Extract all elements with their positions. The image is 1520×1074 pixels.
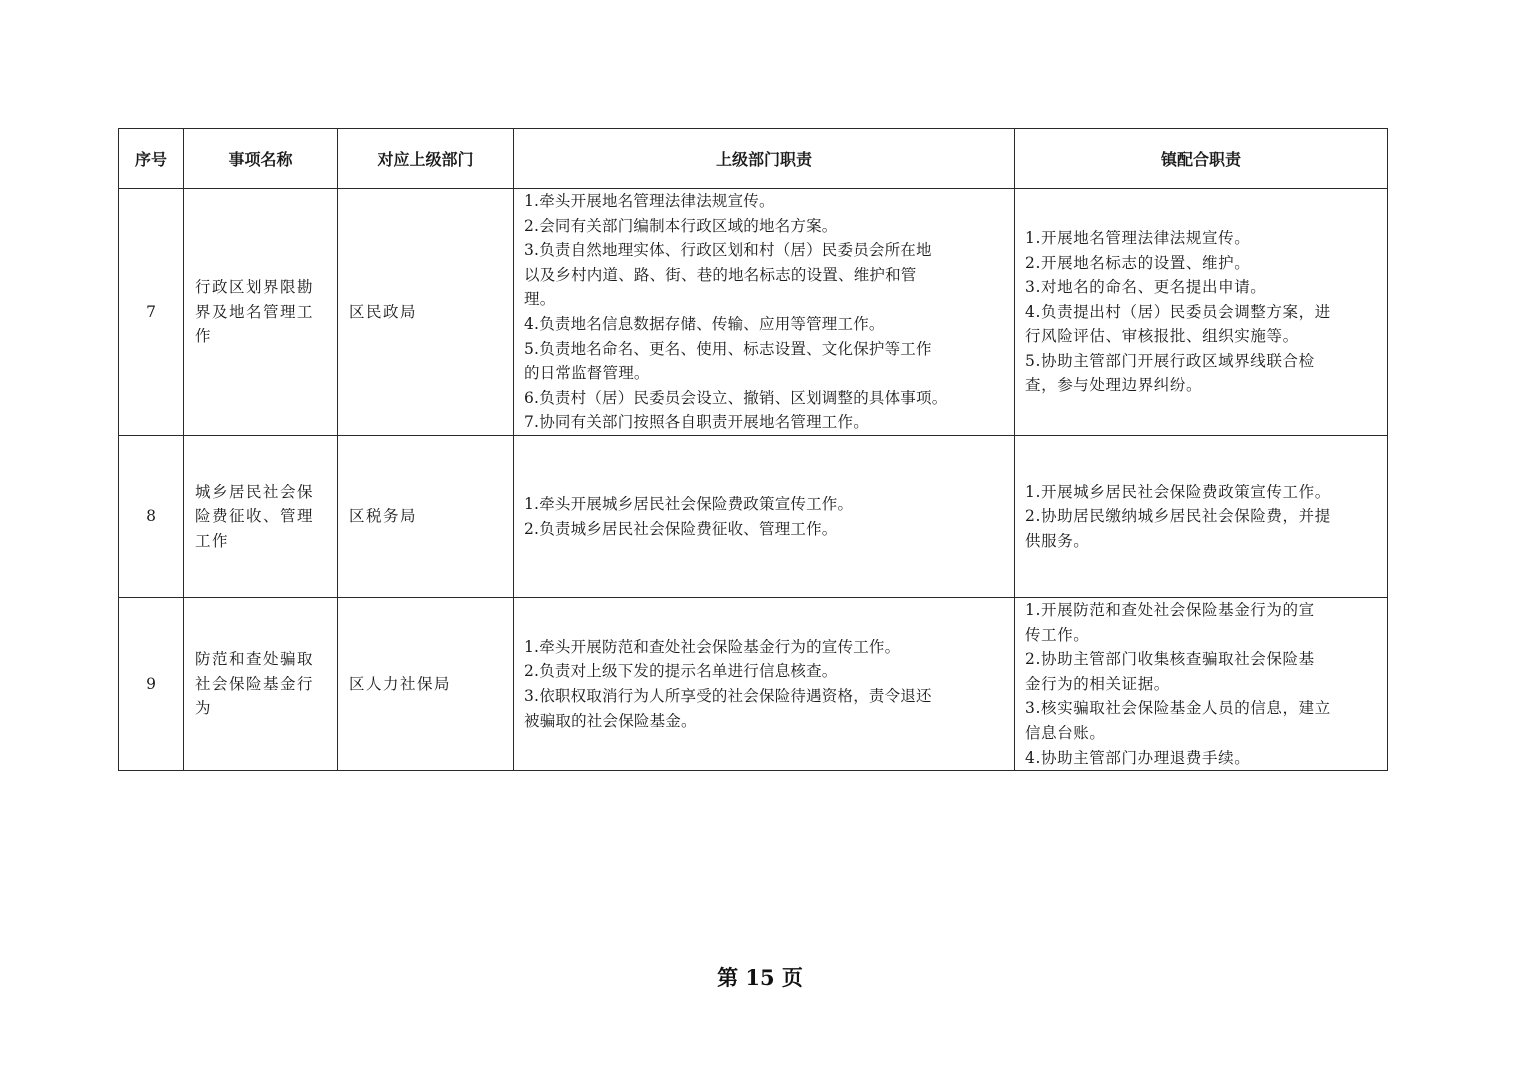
- item-name: [184, 598, 338, 771]
- duty-line: 3.核实骗取社会保险基金人员的信息，建立: [1025, 699, 1331, 718]
- duty-line: 被骗取的社会保险基金。: [524, 711, 697, 730]
- table-row: [119, 436, 1388, 598]
- item-name-line: 行政区划界限勘: [195, 278, 315, 297]
- table-header-row: [119, 129, 1388, 189]
- header-upper-dept: 对应上级部门: [338, 129, 514, 189]
- item-name-line: 社会保险基金行: [195, 674, 315, 693]
- item-name-line: 防范和查处骗取: [195, 650, 315, 669]
- item-name-line: 城乡居民社会保: [195, 482, 315, 501]
- town-duties: [1015, 189, 1388, 436]
- upper-duties: [514, 598, 1015, 771]
- duty-line: 6.负责村（居）民委员会设立、撤销、区划调整的具体事项。: [524, 388, 948, 407]
- page-number: 第 15 页: [717, 965, 803, 990]
- duty-line: 行风险评估、审核报批、组织实施等。: [1025, 327, 1299, 346]
- duty-line: 1.开展城乡居民社会保险费政策宣传工作。: [1025, 482, 1331, 501]
- upper-duties: [514, 189, 1015, 436]
- header-item-name: 事项名称: [184, 129, 338, 189]
- upper-dept: 区人力社保局: [338, 598, 514, 771]
- town-duties: [1015, 436, 1388, 598]
- duty-line: 供服务。: [1025, 531, 1090, 550]
- duty-line: 1.开展地名管理法律法规宣传。: [1025, 228, 1251, 247]
- duty-line: 2.负责对上级下发的提示名单进行信息核查。: [524, 662, 838, 681]
- table-row: [119, 598, 1388, 771]
- item-name: [184, 436, 338, 598]
- town-duties: [1015, 598, 1388, 771]
- duty-line: 信息台账。: [1025, 723, 1106, 742]
- row-number: 7: [119, 189, 184, 436]
- duty-line: 1.牵头开展地名管理法律法规宣传。: [524, 192, 775, 211]
- duty-line: 查，参与处理边界纠纷。: [1025, 376, 1203, 395]
- duty-line: 金行为的相关证据。: [1025, 674, 1170, 693]
- duty-line: 1.牵头开展防范和查处社会保险基金行为的宣传工作。: [524, 637, 901, 656]
- duty-line: 3.对地名的命名、更名提出申请。: [1025, 278, 1267, 297]
- header-upper-duties: 上级部门职责: [514, 129, 1015, 189]
- duty-line: 7.协同有关部门按照各自职责开展地名管理工作。: [524, 413, 869, 432]
- duty-line: 2.协助居民缴纳城乡居民社会保险费，并提: [1025, 507, 1331, 526]
- item-name-line: 工作: [195, 531, 230, 550]
- duty-line: 理。: [524, 290, 556, 309]
- upper-dept: 区民政局: [338, 189, 514, 436]
- row-number: 9: [119, 598, 184, 771]
- duty-line: 4.协助主管部门办理退费手续。: [1025, 748, 1251, 767]
- duty-line: 3.依职权取消行为人所享受的社会保险待遇资格，责令退还: [524, 687, 932, 706]
- item-name-line: 界及地名管理工: [195, 302, 315, 321]
- duty-line: 5.负责地名命名、更名、使用、标志设置、文化保护等工作: [524, 339, 932, 358]
- upper-dept: 区税务局: [338, 436, 514, 598]
- duty-line: 1.开展防范和查处社会保险基金行为的宣: [1025, 601, 1315, 619]
- duty-line: 5.协助主管部门开展行政区域界线联合检: [1025, 351, 1315, 370]
- duty-line: 3.负责自然地理实体、行政区划和村（居）民委员会所在地: [524, 241, 932, 260]
- duty-line: 2.负责城乡居民社会保险费征收、管理工作。: [524, 519, 838, 538]
- item-name-line: 险费征收、管理: [195, 507, 315, 526]
- duty-line: 2.会同有关部门编制本行政区域的地名方案。: [524, 216, 838, 235]
- item-name-line: 为: [195, 699, 213, 718]
- duty-line: 传工作。: [1025, 625, 1090, 644]
- duty-line: 2.协助主管部门收集核查骗取社会保险基: [1025, 650, 1315, 669]
- item-name: [184, 189, 338, 436]
- duty-line: 以及乡村内道、路、街、巷的地名标志的设置、维护和管: [524, 265, 917, 284]
- duty-line: 4.负责提出村（居）民委员会调整方案，进: [1025, 302, 1331, 321]
- table-row: [119, 189, 1388, 436]
- upper-duties: [514, 436, 1015, 598]
- duty-line: 4.负责地名信息数据存储、传输、应用等管理工作。: [524, 315, 885, 333]
- header-no: 序号: [119, 129, 184, 189]
- duty-line: 2.开展地名标志的设置、维护。: [1025, 253, 1251, 272]
- duty-table: [118, 128, 1388, 771]
- duty-line: 的日常监督管理。: [524, 364, 650, 383]
- duty-line: 1.牵头开展城乡居民社会保险费政策宣传工作。: [524, 494, 854, 513]
- row-number: 8: [119, 436, 184, 598]
- item-name-line: 作: [195, 327, 213, 346]
- header-town-duties: 镇配合职责: [1015, 129, 1388, 189]
